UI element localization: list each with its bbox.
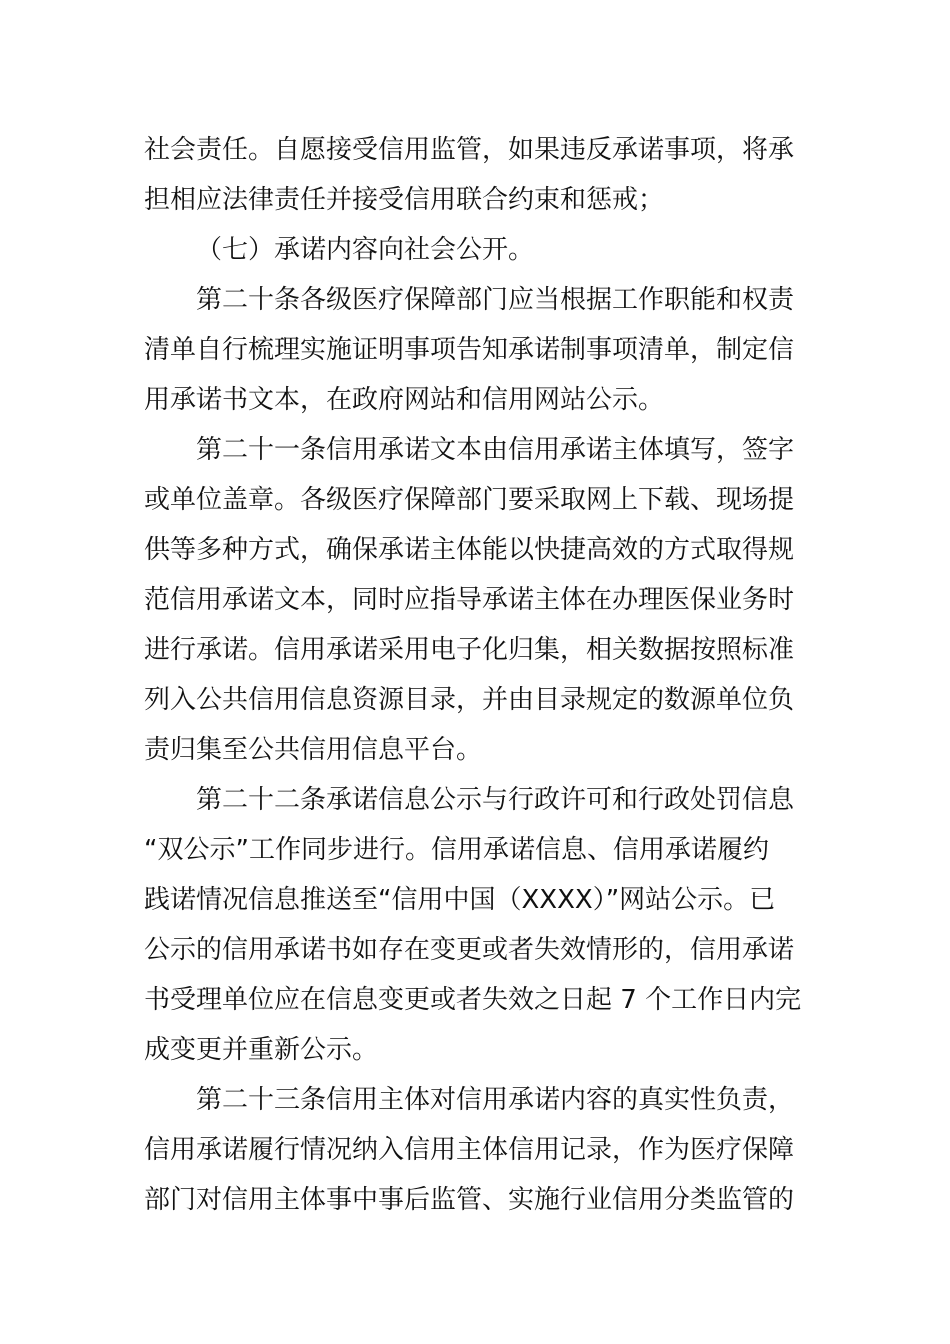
- text-line: 践诺情况信息推送至“信用中国（XXXX）”网站公示。已: [144, 885, 776, 915]
- clause-heading: （七）承诺内容向社会公开。: [196, 235, 535, 265]
- text-line: 清单自行梳理实施证明事项告知承诺制事项清单，制定信: [144, 335, 795, 365]
- text-line: 用承诺书文本，在政府网站和信用网站公示。: [144, 385, 665, 415]
- text-line: 担相应法律责任并接受信用联合约束和惩戒；: [144, 185, 665, 215]
- article-23-start: 第二十三条信用主体对信用承诺内容的真实性负责，: [196, 1085, 795, 1115]
- text-line: 部门对信用主体事中事后监管、实施行业信用分类监管的: [144, 1185, 795, 1215]
- text-line: 成变更并重新公示。: [144, 1035, 379, 1065]
- text-line: 范信用承诺文本，同时应指导承诺主体在办理医保业务时: [144, 585, 795, 615]
- document-body: [144, 125, 814, 1225]
- text-line: 进行承诺。信用承诺采用电子化归集，相关数据按照标准: [144, 635, 795, 665]
- article-22-start: 第二十二条承诺信息公示与行政许可和行政处罚信息: [196, 785, 795, 815]
- text-line: 列入公共信用信息资源目录，并由目录规定的数源单位负: [144, 685, 795, 715]
- article-21-start: 第二十一条信用承诺文本由信用承诺主体填写，签字: [196, 435, 795, 465]
- text-line: 公示的信用承诺书如存在变更或者失效情形的，信用承诺: [144, 935, 795, 965]
- text-line: 供等多种方式，确保承诺主体能以快捷高效的方式取得规: [144, 535, 795, 565]
- text-line: 或单位盖章。各级医疗保障部门要采取网上下载、现场提: [144, 485, 795, 515]
- text-line: 书受理单位应在信息变更或者失效之日起 7 个工作日内完: [144, 985, 802, 1015]
- text-line: “双公示”工作同步进行。信用承诺信息、信用承诺履约: [144, 835, 769, 865]
- text-line: 信用承诺履行情况纳入信用主体信用记录，作为医疗保障: [144, 1135, 795, 1165]
- text-line: 社会责任。自愿接受信用监管，如果违反承诺事项，将承: [144, 135, 795, 165]
- text-line: 责归集至公共信用信息平台。: [144, 735, 483, 765]
- article-20-start: 第二十条各级医疗保障部门应当根据工作职能和权责: [196, 285, 795, 315]
